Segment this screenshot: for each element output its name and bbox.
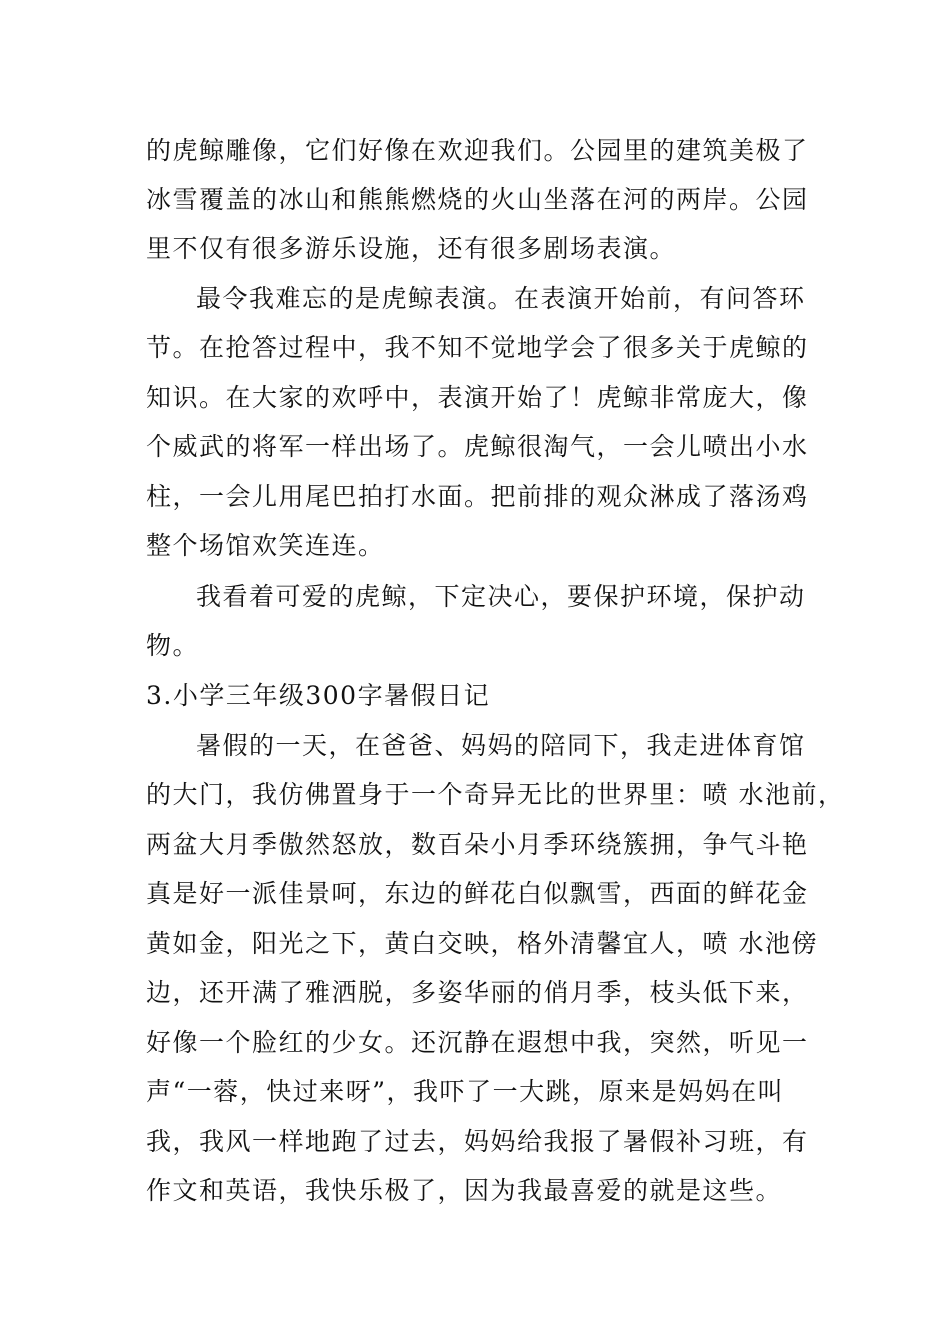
paragraph-line: 物。 [146,631,200,660]
paragraph-line: 好像一个脸红的少女。还沉静在遐想中我，突然，听见一 [146,1028,809,1057]
paragraph-line: 边，还开满了雅洒脱，多姿华丽的俏月季，枝头低下来， [146,978,809,1007]
paragraph-line: 我，我风一样地跑了过去，妈妈给我报了暑假补习班，有 [146,1127,809,1156]
paragraph-line: 整个场馆欢笑连连。 [146,531,385,560]
paragraph-line: 声“一蓉，快过来呀”，我吓了一大跳，原来是妈妈在叫 [146,1077,785,1106]
paragraph-line: 柱，一会儿用尾巴拍打水面。把前排的观众淋成了落汤鸡 [146,482,809,511]
paragraph-line: 个威武的将军一样出场了。虎鲸很淘气，一会儿喷出小水 [146,432,809,461]
paragraph-line: 我看着可爱的虎鲸，下定决心，要保护环境，保护动 [196,582,806,611]
paragraph-line: 的虎鲸雕像，它们好像在欢迎我们。公园里的建筑美极了 [146,136,809,165]
paragraph-line: 黄如金，阳光之下，黄白交映，格外清馨宜人，喷 水池傍 [146,929,818,958]
paragraph-line: 作文和英语，我快乐极了，因为我最喜爱的就是这些。 [146,1176,783,1205]
paragraph-line: 暑假的一天，在爸爸、妈妈的陪同下，我走进体育馆 [196,731,806,760]
paragraph-line: 节。在抢答过程中，我不知不觉地学会了很多关于虎鲸的 [146,333,809,362]
paragraph-line: 的大门，我仿佛置身于一个奇异无比的世界里：喷 水池前， [146,780,845,809]
paragraph-line: 冰雪覆盖的冰山和熊熊燃烧的火山坐落在河的两岸。公园 [146,185,809,214]
paragraph-line: 知识。在大家的欢呼中，表演开始了！虎鲸非常庞大，像 [146,383,809,412]
paragraph-line: 真是好一派佳景呵，东边的鲜花白似飘雪，西面的鲜花金 [146,879,809,908]
paragraph-line: 两盆大月季傲然怒放，数百朵小月季环绕簇拥，争气斗艳 [146,830,809,859]
section-heading: 3.小学三年级300字暑假日记 [146,681,491,710]
paragraph-line: 最令我难忘的是虎鲸表演。在表演开始前，有问答环 [196,284,806,313]
paragraph-line: 里不仅有很多游乐设施，还有很多剧场表演。 [146,234,677,263]
